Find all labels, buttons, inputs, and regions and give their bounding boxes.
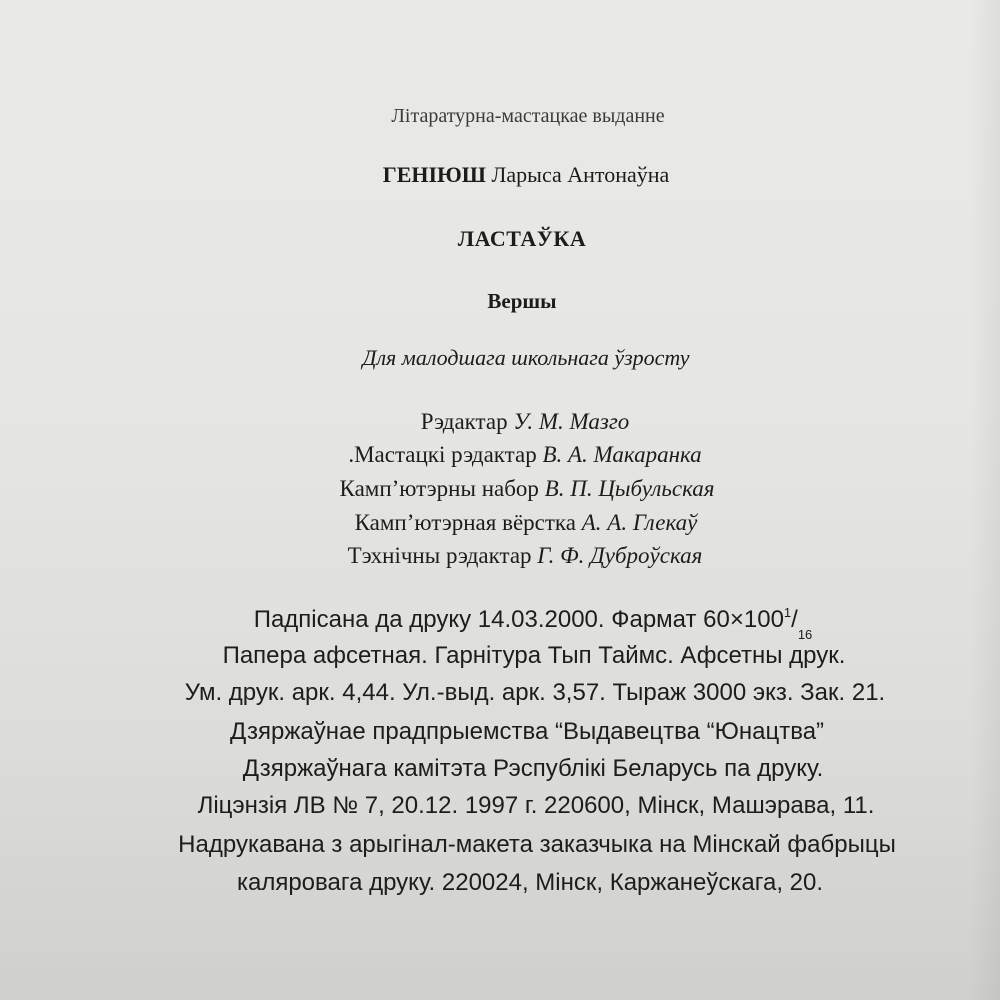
author-surname: ГЕНІЮШ <box>382 162 486 187</box>
credit-role: Камп’ютэрная вёрстка <box>354 510 576 535</box>
imprint-license: Ліцэнзія ЛВ № 7, 20.12. 1997 г. 220600, Мінск, Машэрава, 11. <box>197 792 875 819</box>
book-title: ЛАСТАЎКА <box>457 226 587 251</box>
credit-typesetting <box>340 477 715 500</box>
imprint-signed-format <box>254 606 813 641</box>
format-superscript: 1 <box>783 605 792 620</box>
credit-person: Г. Ф. Дуброўская <box>537 543 703 568</box>
imprint-printer-address: каляровага друку. 220024, Мінск, Каржанеўскага, 20. <box>236 869 824 896</box>
credit-role: Рэдактар <box>420 409 508 434</box>
credit-role: Камп’ютэрны набор <box>339 476 539 501</box>
credit-person: В. А. Макаранка <box>542 442 702 467</box>
credit-art-editor <box>348 443 701 466</box>
imprint-signed-text: Падпісана да друку 14.03.2000. Фармат 60×100 <box>253 606 784 633</box>
credit-role: .Мастацкі рэдактар <box>348 442 537 467</box>
imprint-paper: Папера афсетная. Гарнітура Тып Таймс. Афсетны друк. <box>222 642 846 669</box>
imprint-committee: Дзяржаўнага камітэта Рэспублікі Беларусь па друку. <box>242 755 824 782</box>
credit-layout <box>355 511 698 534</box>
credit-editor <box>421 410 630 433</box>
credit-role: Тэхнічны рэдактар <box>347 543 532 568</box>
credit-person: В. П. Цыбульская <box>544 476 715 501</box>
credit-technical-editor <box>348 544 703 567</box>
publication-genre: Літаратурна-мастацкае выданне <box>391 105 665 127</box>
imprint-print-run: Ум. друк. арк. 4,44. Ул.-выд. арк. 3,57. Тыраж 3000 экз. Зак. 21. <box>184 679 886 706</box>
imprint-publisher: Дзяржаўнае прадпрыемства “Выдавецтва “Юнацтва” <box>229 718 825 745</box>
credit-person: А. А. Глекаў <box>581 510 698 535</box>
credit-person: У. М. Мазго <box>513 409 630 434</box>
page-edge-shadow <box>970 0 1000 1000</box>
target-audience: Для малодшага школьнага ўзросту <box>362 345 690 370</box>
imprint-printed-by: Надрукавана з арыгінал-макета заказчыка на Мінскай фабрыцы <box>178 831 896 858</box>
format-subscript: 16 <box>797 627 813 642</box>
author-line <box>383 164 670 186</box>
author-given-name: Ларыса Антонаўна <box>491 162 670 187</box>
format-slash: / <box>791 606 798 633</box>
book-kind: Вершы <box>487 289 557 313</box>
